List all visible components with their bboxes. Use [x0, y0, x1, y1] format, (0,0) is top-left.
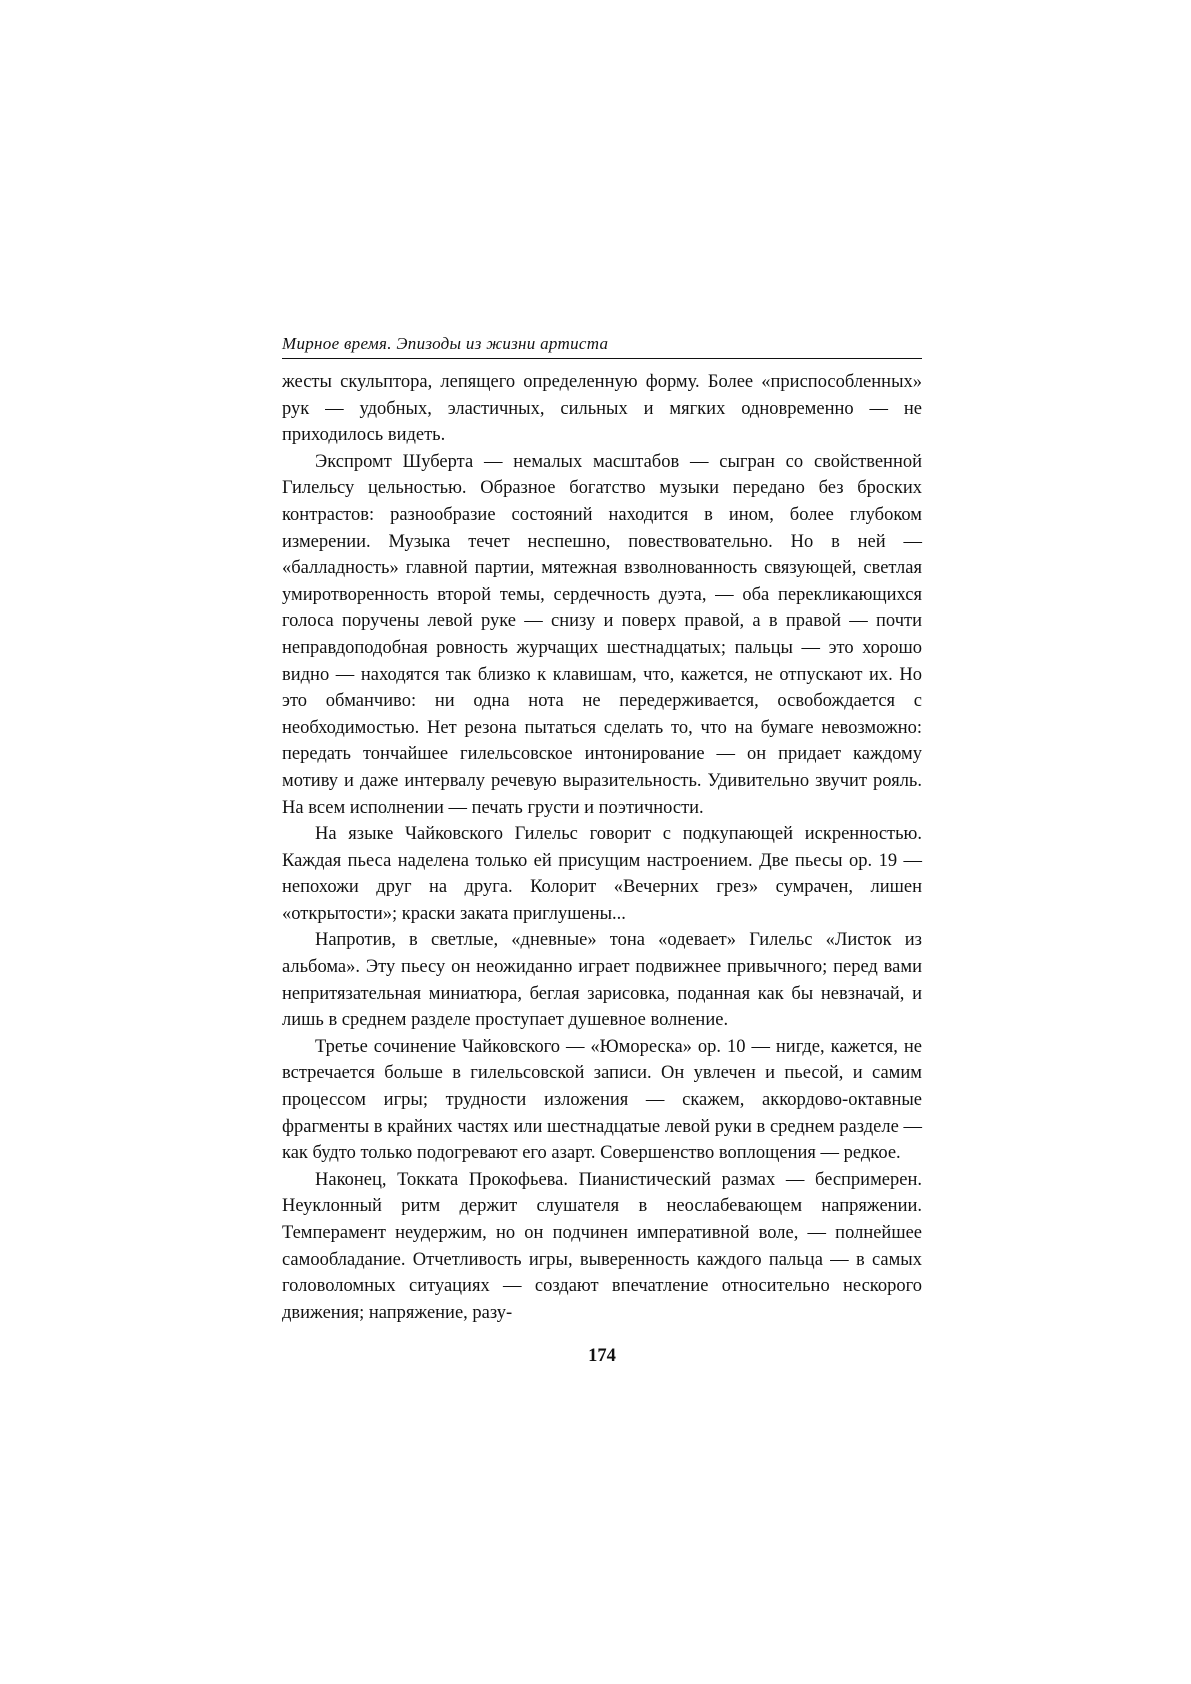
- paragraph-prokofiev-toccata: Наконец, Токката Прокофьева. Пианистический размах — беспримерен. Неуклонный ритм держит слушателя в неослабевающем напряжении. Темперамент неудержим, но он подчинен императивной воле, — полнейшее самообладание. Отчетливость игры, выверенность каждого пальца — в самых головоломных ситуациях — создают впечатление относительно нескорого движения; напряжение, разу-: [282, 1169, 922, 1323]
- header-rule: [282, 358, 922, 359]
- paragraph-humoresque: Третье сочинение Чайковского — «Юмореска» ор. 10 — нигде, кажется, не встречается больше в гилельсовской записи. Он увлечен и пьесой, и самим процессом игры; трудности изложения — скажем, аккордово-октавные фрагменты в крайних частях или шестнадцатые левой руки в среднем разделе — как будто только подогревают его азарт. Совершенство воплощения — редкое.: [282, 1036, 922, 1164]
- paragraph-continued: жесты скульптора, лепящего определенную форму. Более «приспособленных» рук — удобных, эластичных, сильных и мягких одновременно — не приходилось видеть.: [282, 372, 922, 446]
- paragraph-album-leaf: Напротив, в светлые, «дневные» тона «одевает» Гилельс «Листок из альбома». Эту пьесу он неожиданно играет подвижнее привычного; перед вами непритязательная миниатюра, беглая зарисовка, поданная как бы невзначай, и лишь в среднем разделе проступает душевное волнение.: [282, 930, 922, 1031]
- running-head: Мирное время. Эпизоды из жизни артиста: [282, 334, 609, 353]
- body-text: [282, 369, 922, 1326]
- paragraph-schubert: Экспромт Шуберта — немалых масштабов — сыгран со свойственной Гилельсу цельностью. Образное богатство музыки передано без броских контрастов: разнообразие состояний находится в ином, более глубоком измерении. Музыка течет неспешно, повествовательно. Но в ней — «балладность» главной партии, мятежная взволнованность связующей, светлая умиротворенность второй темы, сердечность дуэта, — оба перекликающихся голоса поручены левой руке — снизу и поверх правой, а в правой — почти неправдоподобная ровность журчащих шестнадцатых; пальцы — это хорошо видно — находятся так близко к клавишам, что, кажется, не отпускают их. Но это обманчиво: ни одна нота не передерживается, освобождается с необходимостью. Нет резона пытаться сделать то, что на бумаге невозможно: передать тончайшее гилельсовское интонирование — он придает каждому мотиву и даже интервалу речевую выразительность. Удивительно звучит рояль. На всем исполнении — печать грусти и поэтичности.: [282, 451, 922, 818]
- page-number: 174: [588, 1346, 616, 1366]
- paragraph-tchaikovsky-op19: На языке Чайковского Гилельс говорит с подкупающей искренностью. Каждая пьеса наделена только ей присущим настроением. Две пьесы ор. 19 — непохожи друг на друга. Колорит «Вечерних грез» сумрачен, лишен «открытости»; краски заката приглушены...: [282, 824, 922, 924]
